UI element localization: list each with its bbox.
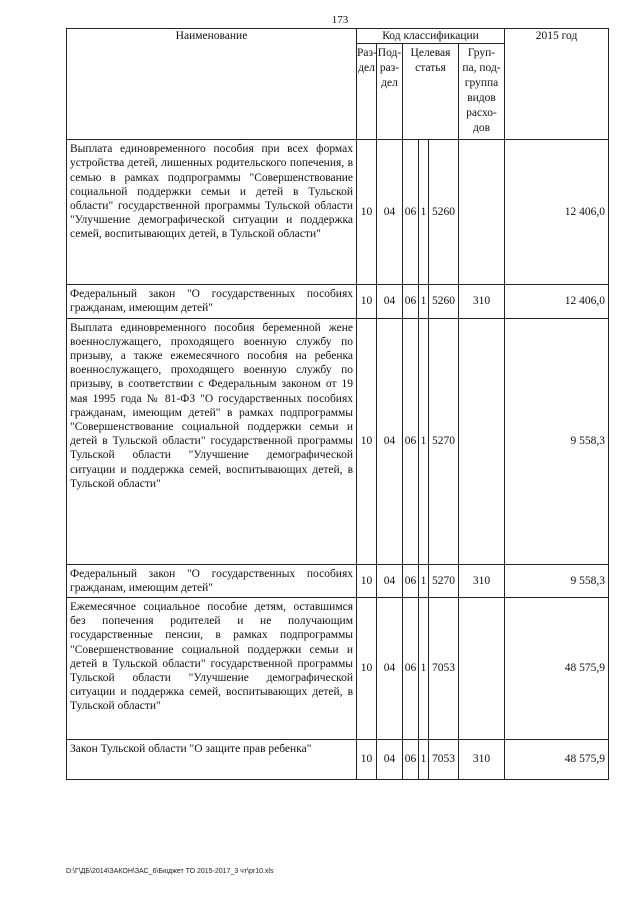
row-cs1: 06 — [403, 740, 419, 780]
row-name: Выплата единовременного пособия беременной жене военнослужащего, проходящего военную службу по призыву, а также ежемесячного пособия на ребенка военнослужащего, проходящего военную службу по призыву, в соответствии с Федеральным законом от 19 мая 1995 года № 81-ФЗ "О государственных пособиях гражданам, имеющим детей" в рамках подпрограммы "Совершенствование социальной поддержки семьи и детей в Тульской области" государственной программы Тульской области "Улучшение демографической ситуации и поддержка семей, воспитывающих детей, в Тульской области" — [67, 318, 357, 564]
header-celevaya: Целевая статья — [403, 44, 459, 140]
row-razdel: 10 — [357, 564, 377, 597]
row-cs2: 1 — [419, 285, 429, 318]
header-year: 2015 год — [505, 29, 609, 140]
row-amount: 9 558,3 — [505, 318, 609, 564]
row-razdel: 10 — [357, 318, 377, 564]
row-vid — [459, 598, 505, 740]
table-row — [67, 140, 609, 285]
row-razdel: 10 — [357, 140, 377, 285]
table-row — [67, 318, 609, 564]
row-razdel: 10 — [357, 598, 377, 740]
table-row — [67, 598, 609, 740]
row-cs2: 1 — [419, 740, 429, 780]
row-cs2: 1 — [419, 140, 429, 285]
header-podrazdel: Под- раз- дел — [377, 44, 403, 140]
row-amount: 12 406,0 — [505, 285, 609, 318]
row-razdel: 10 — [357, 285, 377, 318]
row-vid: 310 — [459, 740, 505, 780]
table-row — [67, 285, 609, 318]
row-cs3: 7053 — [429, 598, 459, 740]
row-name: Ежемесячное социальное пособие детям, оставшимся без попечения родителей и не получающим государственные пенсии, в рамках подпрограммы "Совершенствование социальной поддержки семьи и детей в Тульской области" государственной программы Тульской области "Улучшение демографической ситуации и поддержка семей, воспитывающих детей, в Тульской области" — [67, 598, 357, 740]
row-cs1: 06 — [403, 140, 419, 285]
row-vid — [459, 318, 505, 564]
row-vid — [459, 140, 505, 285]
row-podrazdel: 04 — [377, 598, 403, 740]
row-name: Федеральный закон "О государственных пособиях гражданам, имеющим детей" — [67, 564, 357, 597]
header-classification: Код классификации — [357, 29, 505, 44]
footer-file-path: D:\Г\ДБ\2014\ЗАКОН\ЗАС_6\Бюджет ТО 2015-2017_3 чт\pr10.xls — [66, 868, 274, 875]
row-cs3: 5270 — [429, 318, 459, 564]
header-vid: Груп- па, под- группа видов расхо- дов — [459, 44, 505, 140]
row-cs2: 1 — [419, 318, 429, 564]
row-vid: 310 — [459, 564, 505, 597]
row-podrazdel: 04 — [377, 140, 403, 285]
row-cs2: 1 — [419, 564, 429, 597]
row-name: Закон Тульской области "О защите прав ребенка" — [67, 740, 357, 780]
budget-table — [66, 28, 609, 780]
row-amount: 9 558,3 — [505, 564, 609, 597]
row-podrazdel: 04 — [377, 285, 403, 318]
row-cs2: 1 — [419, 598, 429, 740]
row-amount: 48 575,9 — [505, 740, 609, 780]
row-cs1: 06 — [403, 564, 419, 597]
page-number: 173 — [331, 14, 349, 26]
row-name: Федеральный закон "О государственных пособиях гражданам, имеющим детей" — [67, 285, 357, 318]
header-razdel: Раз- дел — [357, 44, 377, 140]
row-vid: 310 — [459, 285, 505, 318]
table-row — [67, 740, 609, 780]
row-cs3: 7053 — [429, 740, 459, 780]
row-podrazdel: 04 — [377, 564, 403, 597]
header-name: Наименование — [67, 29, 357, 140]
row-cs1: 06 — [403, 285, 419, 318]
row-name: Выплата единовременного пособия при всех формах устройства детей, лишенных родительского попечения, в семью в рамках подпрограммы "Совершенствование социальной поддержки семьи и детей в Тульской области" государственной программы Тульской области "Улучшение демографической ситуации и поддержка семей, воспитывающих детей, в Тульской области" — [67, 140, 357, 285]
table-row — [67, 564, 609, 597]
row-cs3: 5260 — [429, 140, 459, 285]
row-amount: 48 575,9 — [505, 598, 609, 740]
row-amount: 12 406,0 — [505, 140, 609, 285]
row-cs1: 06 — [403, 598, 419, 740]
row-podrazdel: 04 — [377, 318, 403, 564]
row-podrazdel: 04 — [377, 740, 403, 780]
row-razdel: 10 — [357, 740, 377, 780]
row-cs1: 06 — [403, 318, 419, 564]
row-cs3: 5270 — [429, 564, 459, 597]
row-cs3: 5260 — [429, 285, 459, 318]
